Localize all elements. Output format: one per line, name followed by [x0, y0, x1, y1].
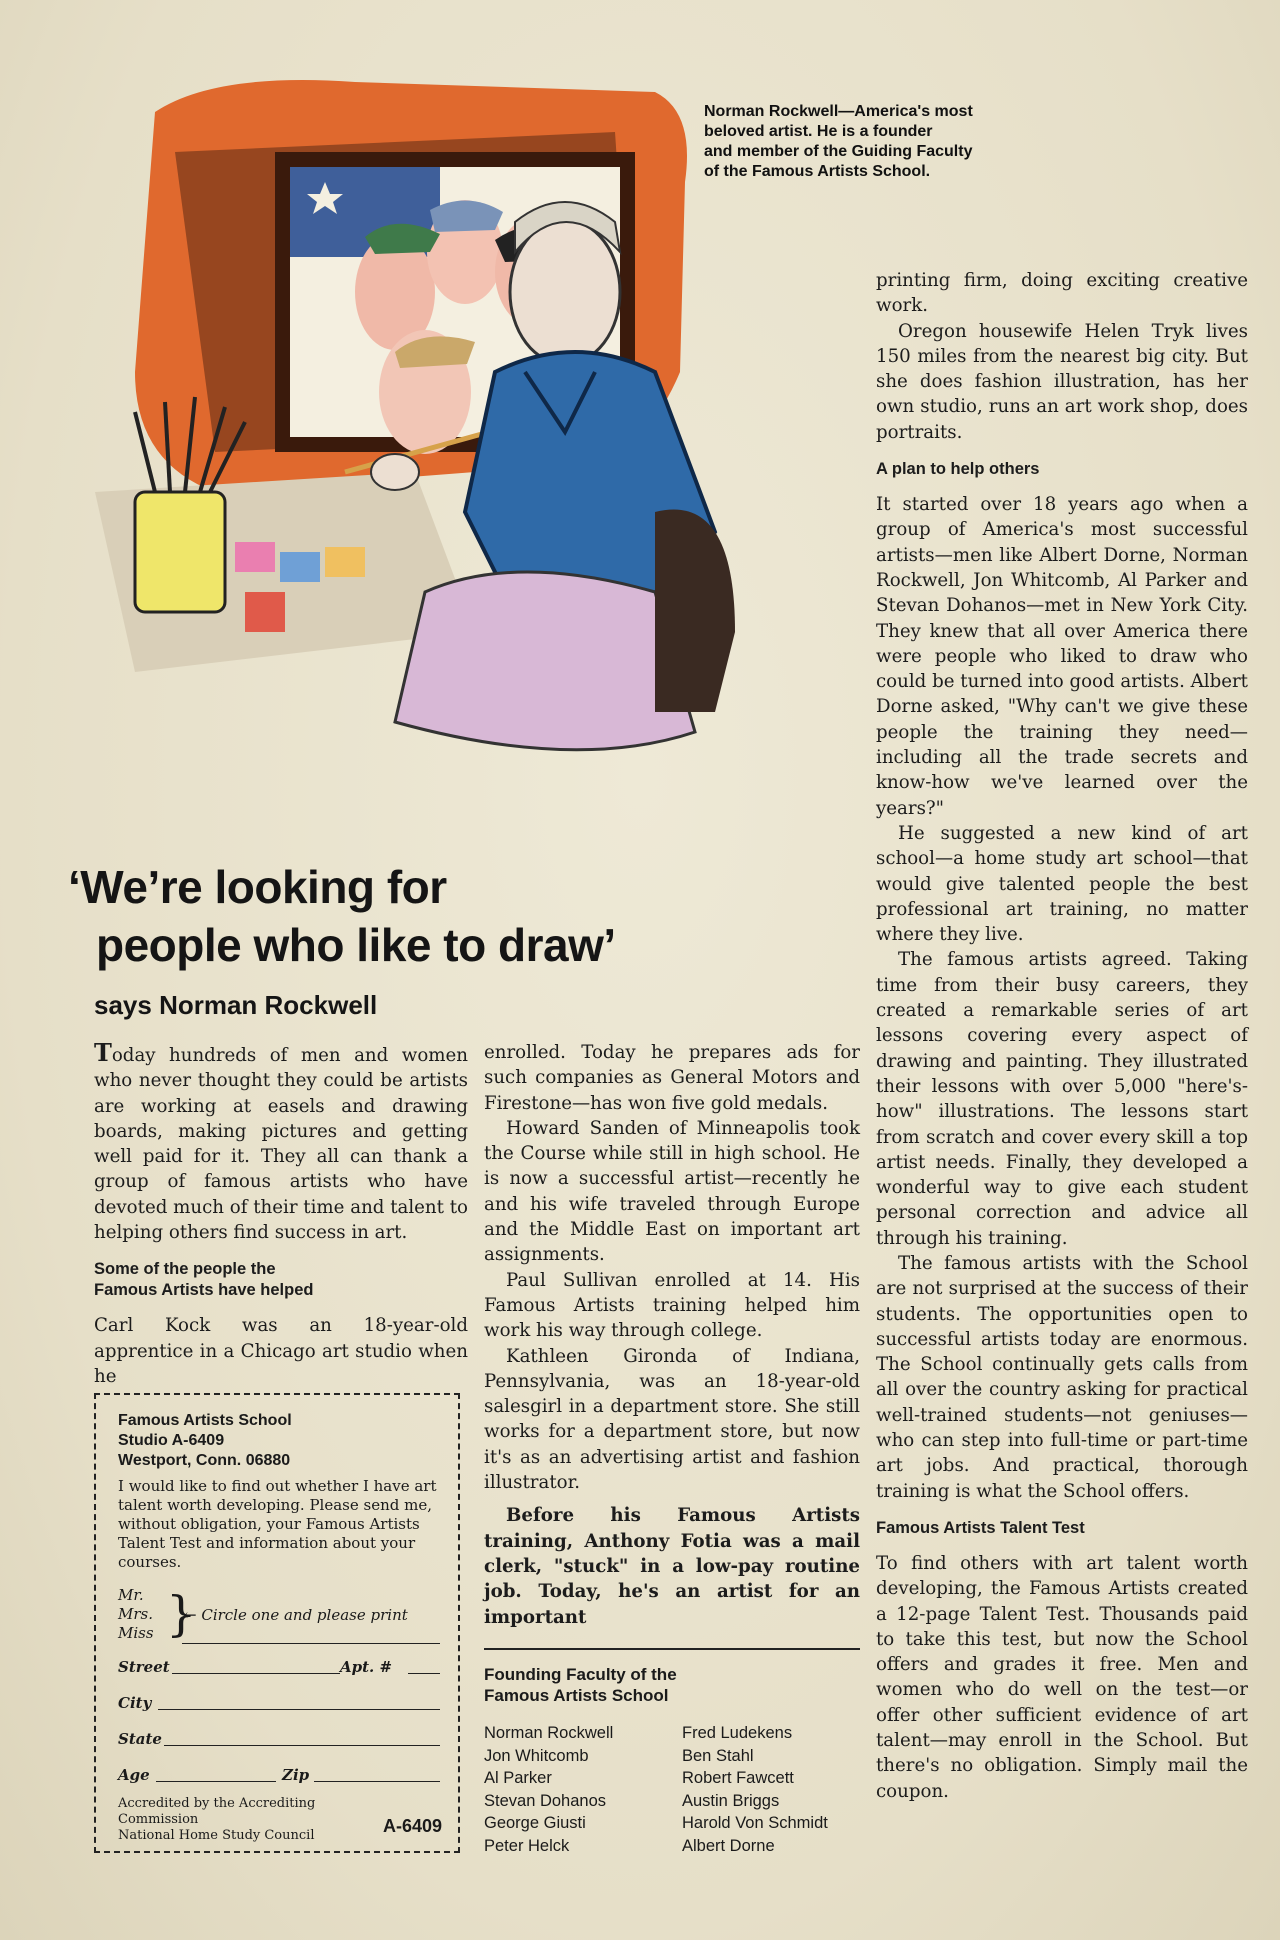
title-option-mr[interactable]: Mr. — [118, 1586, 144, 1604]
faculty-name: Al Parker — [484, 1769, 552, 1787]
accreditation-note — [118, 1796, 368, 1844]
address-line: Famous Artists School — [118, 1412, 292, 1429]
caption-line: of the Famous Artists School. — [704, 163, 931, 180]
title-options[interactable] — [118, 1586, 154, 1643]
coupon-body: I would like to find out whether I have art talent worth developing. Please send me, without obligation, your Famous Artists Talent Test and information about your courses. — [118, 1477, 437, 1571]
faculty-name: Austin Briggs — [682, 1791, 780, 1810]
paragraph — [94, 1040, 468, 1245]
apt-line[interactable] — [408, 1673, 440, 1674]
paragraph: He suggested a new kind of art school—a home study art school—that would give talented people the best professional art training, no matter where they live. — [876, 822, 1248, 946]
faculty-name: Fred Ludekens — [682, 1724, 793, 1742]
article-column-3 — [876, 268, 1248, 1804]
article-column-2 — [484, 1040, 860, 1630]
subheadline: says Norman Rockwell — [94, 990, 378, 1020]
faculty-name: Peter Helck — [484, 1836, 570, 1855]
street-field[interactable] — [118, 1646, 440, 1682]
paragraph: Oregon housewife Helen Tryk lives 150 miles from the nearest big city. But she does fashion illustration, has her own studio, runs an art work shop, does portraits. — [876, 320, 1248, 443]
caption-line: beloved artist. He is a founder — [704, 123, 933, 140]
section-heading-line: Famous Artists have helped — [94, 1281, 314, 1300]
section-heading: A plan to help others — [876, 460, 1040, 479]
state-label: State — [118, 1730, 162, 1748]
city-line[interactable] — [158, 1709, 440, 1710]
faculty-name: Ben Stahl — [682, 1746, 754, 1765]
address-line: Studio A-6409 — [118, 1432, 225, 1449]
address-line: Westport, Conn. 06880 — [118, 1452, 291, 1469]
title-option-mrs[interactable]: Mrs. — [118, 1605, 153, 1623]
apt-label: Apt. # — [340, 1658, 393, 1676]
faculty-heading-line: Famous Artists School — [484, 1686, 669, 1705]
paragraph: It started over 18 years ago when a group of America's most successful artists—men like Albert Dorne, Norman Rockwell, Jon Whitcomb, Al Parker and Stevan Dohanos—met in New York City. They knew that all over America there were people who liked to draw who could be turned into good artists. Albert Dorne asked, "Why can't we give these people the training they need—including all the trade secrets and know-how we've learned over the years?" — [876, 494, 1248, 819]
street-label: Street — [118, 1658, 170, 1676]
faculty-list-left — [484, 1722, 682, 1857]
faculty-list-right — [682, 1722, 828, 1857]
coupon-code: A-6409 — [382, 1816, 442, 1836]
faculty-name: Harold Von Schmidt — [682, 1814, 828, 1832]
caption-line: and member of the Guiding Faculty — [704, 143, 973, 160]
faculty-heading-line: Founding Faculty of the — [484, 1665, 677, 1684]
faculty-name: Robert Fawcett — [682, 1769, 794, 1787]
caption-line: Norman Rockwell—America's most — [704, 103, 973, 120]
accreditation-line: National Home Study Council — [118, 1828, 315, 1843]
paragraph: Before his Famous Artists training, Anthony Fotia was a mail clerk, "stuck" in a low-pay routine job. Today, he's an artist for an important — [484, 1505, 860, 1628]
paragraph: printing firm, doing exciting creative work. — [876, 270, 1248, 317]
name-line[interactable] — [182, 1643, 440, 1644]
brace-icon: } — [166, 1586, 197, 1642]
headline-line-1: ‘We’re looking for — [68, 861, 447, 913]
name-field[interactable] — [118, 1586, 440, 1646]
mail-coupon[interactable] — [94, 1393, 460, 1853]
faculty-name: Albert Dorne — [682, 1836, 775, 1855]
illustration-caption — [704, 102, 1034, 182]
paragraph-text: oday hundreds of men and women who never thought they could be artists are working at easels and drawing boards, making pictures and getting well paid for it. They all can thank a group of famous artists who have devoted much of their time and talent to helping others find success in art. — [94, 1045, 468, 1244]
paragraph: To find others with art talent worth developing, the Famous Artists created a 12-page Talent Test. Thousands paid to take this test, but now the School offers and grades it free. Men and women who do well on the test—or offer other sufficient evidence of art talent—may enroll in the School. But there's no obligation. Simply mail the coupon. — [876, 1552, 1248, 1802]
title-option-miss[interactable]: Miss — [118, 1624, 154, 1642]
drop-cap: T — [94, 1038, 112, 1067]
city-field[interactable] — [118, 1682, 440, 1718]
accreditation-line: Accredited by the Accrediting Commission — [118, 1796, 316, 1827]
age-zip-field[interactable] — [118, 1754, 440, 1790]
paragraph: The famous artists with the School are not surprised at the success of their students. The opportunities open to successful artists today are enormous. The School continually gets calls from all over the country asking for practical well-trained students—not geniuses—who can step into full-time or part-time art jobs. And practical, thorough training is what the School offers. — [876, 1252, 1248, 1502]
faculty-names — [484, 1722, 860, 1857]
zip-line[interactable] — [314, 1781, 440, 1782]
city-label: City — [118, 1694, 152, 1712]
age-label: Age — [118, 1766, 150, 1784]
paragraph: Kathleen Gironda of Indiana, Pennsylvania, was an 18-year-old salesgirl in a department store. She still works for a department store, but now it's as an advertising artist and fashion illustrator. — [484, 1345, 860, 1494]
section-heading — [94, 1259, 468, 1301]
headline — [68, 858, 788, 974]
paragraph: Howard Sanden of Minneapolis took the Course while still in high school. He is now a successful artist—recently he and his wife traveled through Europe and the Middle East on important art assignments. — [484, 1117, 860, 1266]
section-heading-line: Some of the people the — [94, 1260, 276, 1279]
age-line[interactable] — [156, 1781, 276, 1782]
coupon-address — [118, 1411, 440, 1471]
state-field[interactable] — [118, 1718, 440, 1754]
circle-hint: ← Circle one and please print — [184, 1606, 408, 1624]
section-heading: Famous Artists Talent Test — [876, 1518, 1085, 1537]
rockwell-illustration — [95, 72, 855, 842]
zip-label: Zip — [282, 1766, 310, 1784]
faculty-name: Norman Rockwell — [484, 1724, 614, 1742]
paragraph: The famous artists agreed. Taking time from their busy careers, they created a remarkable series of art lessons covering every aspect of drawing and painting. They illustrated their lessons with over 5,000 "here's-how" illustrations. The lessons start from scratch and cover every skill a top artist needs. Finally, they developed a wonderful way to give each student personal correction and advice all through his training. — [876, 949, 1248, 1249]
headline-line-2: people who like to draw’ — [96, 919, 616, 971]
faculty-name: Stevan Dohanos — [484, 1791, 607, 1810]
faculty-name: Jon Whitcomb — [484, 1746, 589, 1765]
paragraph: enrolled. Today he prepares ads for such companies as General Motors and Firestone—has won five gold medals. — [484, 1042, 860, 1114]
paragraph: Paul Sullivan enrolled at 14. His Famous Artists training helped him work his way through college. — [484, 1269, 860, 1342]
faculty-name: George Giusti — [484, 1814, 586, 1832]
street-line[interactable] — [172, 1673, 340, 1674]
founding-faculty — [484, 1648, 860, 1857]
faculty-heading — [484, 1664, 860, 1706]
paragraph: Carl Kock was an 18-year-old apprentice in a Chicago art studio when he — [94, 1315, 468, 1387]
state-line[interactable] — [164, 1745, 440, 1746]
article-column-1 — [94, 1040, 468, 1389]
